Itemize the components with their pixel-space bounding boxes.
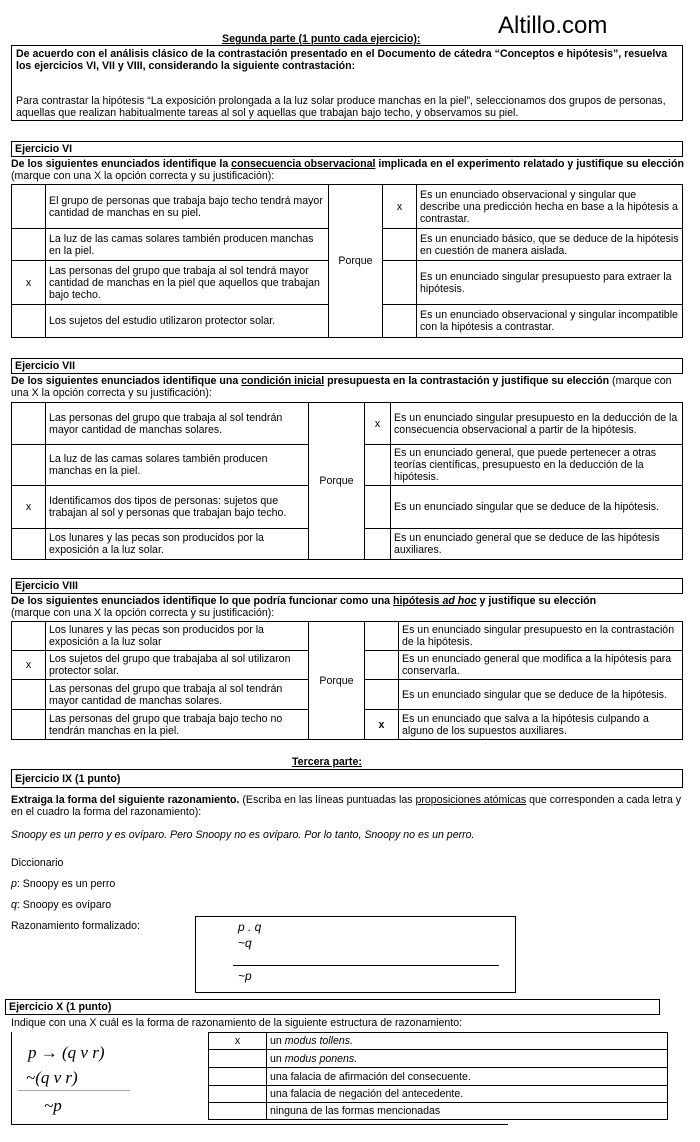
- ej10-title-box: [5, 999, 660, 1015]
- ej6-left-2: Las personas del grupo que trabaja al sol tendrá mayor cantidad de manchas en la piel que aquellos que trabajan bajo techo.: [46, 261, 329, 305]
- ej6-left-mark-2[interactable]: x: [12, 261, 46, 305]
- ej6-title-box: [11, 141, 683, 157]
- ej7-left-3: Los lunares y las pecas son producidos por la exposición a la luz solar.: [46, 529, 309, 560]
- ej10-premise-1: p → (q v r): [28, 1043, 105, 1062]
- ej9-dict-p: p: Snoopy es un perro: [11, 878, 116, 890]
- ej9-formal-box: [195, 916, 516, 993]
- intro-box: [11, 45, 683, 121]
- ej9-dict-label: Diccionario: [11, 857, 64, 869]
- ej10-premise-2: ~(q v r): [26, 1068, 78, 1087]
- ej7-right-3: Es un enunciado general que se deduce de las hipótesis auxiliares.: [391, 529, 683, 560]
- ej8-porque: Porque: [309, 622, 365, 740]
- ej7-left-2: Identificamos dos tipos de personas: sujetos que trabajan al sol y personas que trabajan bajo techo.: [46, 486, 309, 529]
- ej7-right-0: Es un enunciado singular presupuesto en la deducción de la consecuencia observacional a partir de la hipótesis.: [391, 403, 683, 445]
- ej9-premise-2: ~q: [238, 936, 252, 950]
- ej8-left-mark-1[interactable]: x: [12, 651, 46, 680]
- ej8-table: [11, 621, 683, 740]
- ej10-option-3: una falacia de negación del antecedente.: [267, 1086, 668, 1103]
- ej10-option-0: un modus tollens.: [267, 1033, 668, 1050]
- ej7-left-1: La luz de las camas solares también producen manchas en la piel.: [46, 445, 309, 486]
- ej7-right-mark-2[interactable]: [365, 486, 391, 529]
- ej8-title: Ejercicio VIII: [15, 580, 79, 592]
- ej6-right-2: Es un enunciado singular presupuesto para extraer la hipótesis.: [417, 261, 683, 305]
- ej10-option-mark-1[interactable]: [209, 1050, 267, 1068]
- ej6-porque: Porque: [329, 185, 383, 338]
- ej6-left-mark-0[interactable]: [12, 185, 46, 229]
- tercera-heading: Tercera parte:: [292, 756, 362, 768]
- ej10-left-border: [11, 1032, 12, 1124]
- ej10-option-2: una falacia de afirmación del consecuente.: [267, 1068, 668, 1086]
- ej9-argument: Snoopy es un perro y es ovíparo. Pero Snoopy no es ovíparo. Por lo tanto, Snoopy no es un perro.: [11, 829, 475, 841]
- ej9-conclusion-line: [233, 965, 499, 966]
- ej8-title-box: [11, 578, 683, 594]
- ej10-bottom-line: [11, 1124, 508, 1125]
- ej7-porque: Porque: [309, 403, 365, 560]
- ej10-instructions: Indique con una X cuál es la forma de razonamiento de la siguiente estructura de razonamiento:: [11, 1017, 463, 1029]
- ej7-left-mark-1[interactable]: [12, 445, 46, 486]
- ej7-question: De los siguientes enunciados identifique una condición inicial presupuesta en la contrastación y justifique su elección (marque con una X la opción correcta y su justificación):: [11, 375, 672, 399]
- ej8-left-3: Las personas del grupo que trabaja bajo techo no tendrán manchas en la piel.: [46, 710, 309, 740]
- ej8-right-mark-2[interactable]: [365, 680, 399, 710]
- ej6-right-0: Es un enunciado observacional y singular que describe una predicción hecha en base a la hipótesis a contrastar.: [417, 185, 683, 229]
- ej7-right-mark-1[interactable]: [365, 445, 391, 486]
- ej6-left-mark-1[interactable]: [12, 229, 46, 261]
- ej10-conclusion-line: [18, 1090, 130, 1091]
- ej7-right-mark-3[interactable]: [365, 529, 391, 560]
- ej9-conclusion: ~p: [238, 969, 252, 983]
- ej7-right-mark-0[interactable]: x: [365, 403, 391, 445]
- ej9-title-box: [11, 769, 683, 788]
- ej6-left-1: La luz de las camas solares también producen manchas en la piel.: [46, 229, 329, 261]
- ej8-left-2: Las personas del grupo que trabaja al sol tendrán mayor cantidad de manchas solares.: [46, 680, 309, 710]
- ej7-title-box: [11, 358, 683, 374]
- ej9-title: Ejercicio IX (1 punto): [15, 773, 121, 785]
- ej7-left-mark-3[interactable]: [12, 529, 46, 560]
- intro-text: Para contrastar la hipótesis “La exposición prolongada a la luz solar produce manchas en la piel”, seleccionamos dos grupos de personas, aquellas que realizan habitualmente tareas al sol y aquellas que trabajan bajo techo, y observamos su piel.: [16, 95, 666, 119]
- ej10-option-mark-2[interactable]: [209, 1068, 267, 1086]
- ej9-premise-1: p . q: [238, 920, 262, 934]
- ej8-right-mark-0[interactable]: [365, 622, 399, 651]
- ej8-right-mark-3[interactable]: x: [365, 710, 399, 740]
- ej10-title: Ejercicio X (1 punto): [9, 1001, 112, 1013]
- ej6-left-3: Los sujetos del estudio utilizaron protector solar.: [46, 305, 329, 338]
- ej7-table: [11, 402, 683, 560]
- ej10-option-4: ninguna de las formas mencionadas: [267, 1103, 668, 1120]
- ej10-option-mark-4[interactable]: [209, 1103, 267, 1120]
- ej10-conclusion: ~p: [44, 1096, 62, 1115]
- ej9-instructions: Extraiga la forma del siguiente razonamiento. (Escriba en las líneas puntuadas las proposiciones atómicas que corresponden a cada letra y en el cuadro la forma del razonamiento):: [11, 794, 682, 818]
- ej7-right-1: Es un enunciado general, que puede pertenecer a otras teorías científicas, presupuesto en la deducción de la hipótesis.: [391, 445, 683, 486]
- ej8-right-0: Es un enunciado singular presupuesto en la contrastación de la hipótesis.: [399, 622, 683, 651]
- ej6-right-3: Es un enunciado observacional y singular incompatible con la hipótesis a contrastar.: [417, 305, 683, 338]
- ej6-question: De los siguientes enunciados identifique la consecuencia observacional implicada en el experimento relatado y justifique su elección (marque con una X la opción correcta y su justificación):: [11, 158, 684, 182]
- ej7-left-mark-0[interactable]: [12, 403, 46, 445]
- ej6-title: Ejercicio VI: [15, 143, 73, 155]
- ej7-left-0: Las personas del grupo que trabaja al sol tendrán mayor cantidad de manchas solares.: [46, 403, 309, 445]
- watermark: Altillo.com: [498, 12, 608, 39]
- ej6-right-mark-1[interactable]: [383, 229, 417, 261]
- ej6-right-1: Es un enunciado básico, que se deduce de la hipótesis en cuestión de manera aislada.: [417, 229, 683, 261]
- ej6-left-0: El grupo de personas que trabaja bajo techo tendrá mayor cantidad de manchas en su piel.: [46, 185, 329, 229]
- intro-bold: De acuerdo con el análisis clásico de la contrastación presentado en el Documento de cátedra “Conceptos e hipótesis”, resuelva los ejercicios VI, VII y VIII, considerando la siguiente contrastación:: [16, 48, 668, 72]
- ej7-title: Ejercicio VII: [15, 360, 76, 372]
- ej8-right-3: Es un enunciado que salva a la hipótesis culpando a alguno de los supuestos auxiliares.: [399, 710, 683, 740]
- ej8-right-mark-1[interactable]: [365, 651, 399, 680]
- ej8-left-1: Los sujetos del grupo que trabajaba al sol utilizaron protector solar.: [46, 651, 309, 680]
- ej9-formal-label: Razonamiento formalizado:: [11, 920, 140, 932]
- ej8-right-1: Es un enunciado general que modifica a la hipótesis para conservarla.: [399, 651, 683, 680]
- ej8-left-mark-3[interactable]: [12, 710, 46, 740]
- ej10-option-mark-0[interactable]: x: [209, 1033, 267, 1050]
- ej6-table: [11, 184, 683, 338]
- ej10-option-mark-3[interactable]: [209, 1086, 267, 1103]
- ej10-option-1: un modus ponens.: [267, 1050, 668, 1068]
- segunda-heading: Segunda parte (1 punto cada ejercicio):: [222, 33, 421, 45]
- ej8-left-mark-2[interactable]: [12, 680, 46, 710]
- ej8-right-2: Es un enunciado singular que se deduce de la hipótesis.: [399, 680, 683, 710]
- ej10-options-table: [208, 1032, 668, 1120]
- ej9-dict-q: q: Snoopy es ovíparo: [11, 899, 112, 911]
- ej6-right-mark-0[interactable]: x: [383, 185, 417, 229]
- ej8-left-0: Los lunares y las pecas son producidos por la exposición a la luz solar: [46, 622, 309, 651]
- ej7-left-mark-2[interactable]: x: [12, 486, 46, 529]
- ej6-right-mark-3[interactable]: [383, 305, 417, 338]
- ej7-right-2: Es un enunciado singular que se deduce de la hipótesis.: [391, 486, 683, 529]
- ej6-right-mark-2[interactable]: [383, 261, 417, 305]
- ej8-left-mark-0[interactable]: [12, 622, 46, 651]
- ej6-left-mark-3[interactable]: [12, 305, 46, 338]
- ej8-question: De los siguientes enunciados identifique lo que podría funcionar como una hipótesis ad hoc y justifique su elección (marque con una X la opción correcta y su justificación):: [11, 595, 597, 619]
